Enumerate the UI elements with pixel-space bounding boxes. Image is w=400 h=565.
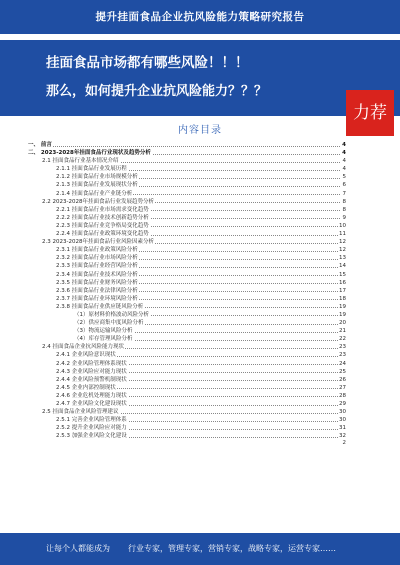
- toc-entry-page: 25: [339, 368, 346, 375]
- toc-entry-label: 2.3.6 挂面食品行业法律风险分析: [56, 287, 138, 294]
- toc-entry-page: 15: [339, 271, 346, 278]
- toc-entry-label: （4）库存管理风险分析: [74, 336, 133, 343]
- toc-entry-label: 2.3.8 挂面食品行业供应链风险分析: [56, 303, 144, 310]
- toc-entry[interactable]: [28, 335, 346, 343]
- toc-entry[interactable]: [28, 165, 346, 173]
- toc-entry-label: 2.3 2023-2028年挂面食品行业风险因素分析: [42, 239, 154, 246]
- toc-entry-label: 2.1.4 挂面食品行业产业链分析: [56, 190, 133, 197]
- toc-entry-page: 30: [339, 417, 346, 424]
- banner-line-2: 那么，如何提升企业抗风险能力？？？: [46, 84, 268, 99]
- toc-entry-label: 2.4.7 企业风险文化建设现状: [56, 401, 127, 407]
- toc-entry-page: 28: [339, 392, 346, 399]
- toc-entry-label: 2.3.4 挂面食品行业技术风险分析: [56, 271, 138, 278]
- toc-entry-page: 12: [339, 239, 346, 246]
- toc-entry[interactable]: [28, 190, 346, 198]
- toc-entry-label: 2.4.1 企业风险意识现状: [56, 352, 116, 359]
- toc-entry-page: 9: [342, 214, 346, 221]
- toc-entry-label: 2.4.6 企业危机处理能力现状: [56, 392, 127, 399]
- toc-entry-label: 2.3.2 挂面食品行业市场风险分析: [56, 255, 138, 262]
- toc-entry-label: 二、 2023-2028年挂面食品行业现状及趋势分析: [28, 150, 151, 157]
- toc-entry-page: 30: [339, 409, 346, 416]
- toc-entry-label: 2.3.1 挂面食品行业政策风险分析: [56, 247, 138, 254]
- toc-entry[interactable]: [28, 254, 346, 262]
- toc-entry-page: 4: [342, 142, 346, 148]
- toc-entry[interactable]: [28, 432, 346, 440]
- toc-entry-page: 17: [339, 287, 346, 294]
- toc-entry[interactable]: [28, 173, 346, 181]
- toc-entry[interactable]: [28, 198, 346, 206]
- toc-entry[interactable]: [28, 327, 346, 335]
- toc-entry-label: 2.5 挂面食品企业风险管理建议: [42, 409, 119, 416]
- toc-entry[interactable]: [28, 384, 346, 392]
- footer-bar: [0, 533, 400, 565]
- toc-entry[interactable]: [28, 351, 346, 359]
- toc-entry-label: 2.4 挂面食品企业抗风险能力现状: [42, 344, 124, 351]
- toc-entry-label: 2.2 2023-2028年挂面食品行业发展趋势分析: [42, 198, 154, 205]
- toc-entry-page: 11: [339, 231, 346, 238]
- toc-entry[interactable]: [28, 360, 346, 368]
- toc-entry-label: 2.1.3 挂面食品行业发展现状分析: [56, 182, 138, 189]
- toc-entry-page: 22: [339, 336, 346, 343]
- toc-entry-page: 27: [339, 384, 346, 391]
- toc-entry-label: 2.1.2 挂面食品行业市场规模分析: [56, 174, 138, 181]
- toc-entry[interactable]: [28, 262, 346, 270]
- toc-entry-label: 一、 前言: [28, 142, 52, 148]
- toc-entry-page: 8: [342, 198, 346, 205]
- toc-entry[interactable]: [28, 279, 346, 287]
- toc-entry[interactable]: [28, 319, 346, 327]
- footer-slogan: 让每个人都能成为: [46, 544, 110, 553]
- toc-entry-label: 2.1.1 挂面食品行业发展历程: [56, 166, 127, 173]
- toc-entry[interactable]: [28, 246, 346, 254]
- toc-entry-page: 4: [342, 166, 346, 173]
- banner: [0, 40, 400, 123]
- toc-entry-label: 2.4.3 企业风险应对能力现状: [56, 368, 127, 375]
- toc-entry-page: 23: [339, 344, 346, 351]
- toc-entry[interactable]: [28, 206, 346, 214]
- header-bar: [0, 0, 400, 34]
- toc-entry[interactable]: [28, 424, 346, 432]
- toc-entry-page: 18: [339, 295, 346, 302]
- toc-entry-page: 32: [339, 433, 346, 440]
- toc-entry[interactable]: [28, 271, 346, 279]
- table-of-contents: [28, 141, 346, 450]
- toc-entry-label: 2.3.5 挂面食品行业财务风险分析: [56, 279, 138, 286]
- toc-entry-page: 4: [342, 150, 346, 157]
- toc-entry[interactable]: [28, 343, 346, 351]
- toc-entry[interactable]: [28, 303, 346, 311]
- toc-entry[interactable]: [28, 392, 346, 400]
- toc-leader-dots: [28, 146, 340, 147]
- toc-entry-label: 2.2.3 挂面食品行业竞争格局变化趋势: [56, 222, 149, 229]
- toc-entry[interactable]: [28, 400, 346, 408]
- toc-entry-page: 19: [339, 311, 346, 318]
- toc-entry-label: 2.4.2 企业风险管理体系现状: [56, 360, 127, 367]
- toc-entry-label: （3）物流运输风险分析: [74, 328, 133, 335]
- toc-entry-label: 2.2.2 挂面食品行业技术创新趋势分析: [56, 214, 149, 221]
- toc-entry[interactable]: [28, 222, 346, 230]
- toc-entry-page: 20: [339, 320, 346, 327]
- toc-entry[interactable]: [28, 181, 346, 189]
- toc-entry-page: 16: [339, 279, 346, 286]
- report-title: 提升挂面食品企业抗风险能力策略研究报告: [95, 11, 305, 23]
- toc-entry[interactable]: [28, 141, 346, 149]
- toc-entry-page: 14: [339, 263, 346, 270]
- toc-entry-page: 12: [339, 247, 346, 254]
- toc-title: 内容目录: [178, 125, 222, 136]
- toc-entry[interactable]: [28, 287, 346, 295]
- toc-entry-label: 2.2.4 挂面食品行业政策环境变化趋势: [56, 231, 149, 238]
- toc-entry-label: 2.5.2 提升企业风险应对能力: [56, 425, 127, 432]
- toc-entry-page: 23: [339, 352, 346, 359]
- toc-entry[interactable]: [28, 408, 346, 416]
- toc-entry-page: 8: [342, 206, 346, 213]
- banner-line-1: 挂面食品市场都有哪些风险！！！: [46, 55, 249, 71]
- toc-entry-label: （1）原材料价格波动风险分析: [74, 311, 150, 318]
- toc-entry[interactable]: [28, 149, 346, 157]
- toc-entry-label: 2.1 挂面食品行业基本情况介绍: [42, 158, 119, 165]
- recommend-badge: 力荐: [346, 90, 394, 136]
- page-number: 2: [342, 440, 346, 447]
- toc-entry-page: 5: [342, 174, 346, 181]
- toc-entry-page: 13: [339, 255, 346, 262]
- toc-entry-page: 21: [339, 328, 346, 335]
- toc-entry[interactable]: [28, 416, 346, 424]
- footer-tags: 行业专家，管理专家，营销专家，战略专家，运营专家……: [128, 544, 336, 553]
- toc-entry-label: 2.3.3 挂面食品行业经营风险分析: [56, 263, 138, 270]
- toc-entry[interactable]: [28, 157, 346, 165]
- toc-entry-page: 7: [342, 190, 346, 197]
- toc-entry-page: 6: [342, 182, 346, 189]
- toc-entry-label: （2）供应商集中度风险分析: [74, 320, 144, 327]
- toc-entry-label: 2.5.3 加强企业风险文化建设: [56, 433, 127, 440]
- toc-entry-page: 31: [339, 425, 346, 432]
- toc-entry[interactable]: [28, 295, 346, 303]
- toc-entry-page: 4: [342, 158, 346, 165]
- toc-entry-page: 19: [339, 303, 346, 310]
- toc-entry-label: 2.5.1 完善企业风险管理体系: [56, 417, 127, 424]
- toc-entry-page: 24: [339, 360, 346, 367]
- toc-entry-label: 2.4.5 企业内部控制现状: [56, 384, 116, 391]
- toc-entry-label: 2.3.7 挂面食品行业环境风险分析: [56, 295, 138, 302]
- toc-entry-page: 29: [339, 401, 346, 407]
- toc-entry-label: 2.2.1 挂面食品行业市场需求变化趋势: [56, 206, 149, 213]
- toc-entry-label: 2.4.4 企业风险预警机制现状: [56, 376, 127, 383]
- toc-entry[interactable]: [28, 214, 346, 222]
- toc-entry-page: 10: [339, 222, 346, 229]
- toc-entry[interactable]: [28, 368, 346, 376]
- toc-entry-page: 26: [339, 376, 346, 383]
- toc-entry[interactable]: [28, 376, 346, 384]
- toc-entry[interactable]: [28, 238, 346, 246]
- toc-entry[interactable]: [28, 230, 346, 238]
- toc-entry[interactable]: [28, 311, 346, 319]
